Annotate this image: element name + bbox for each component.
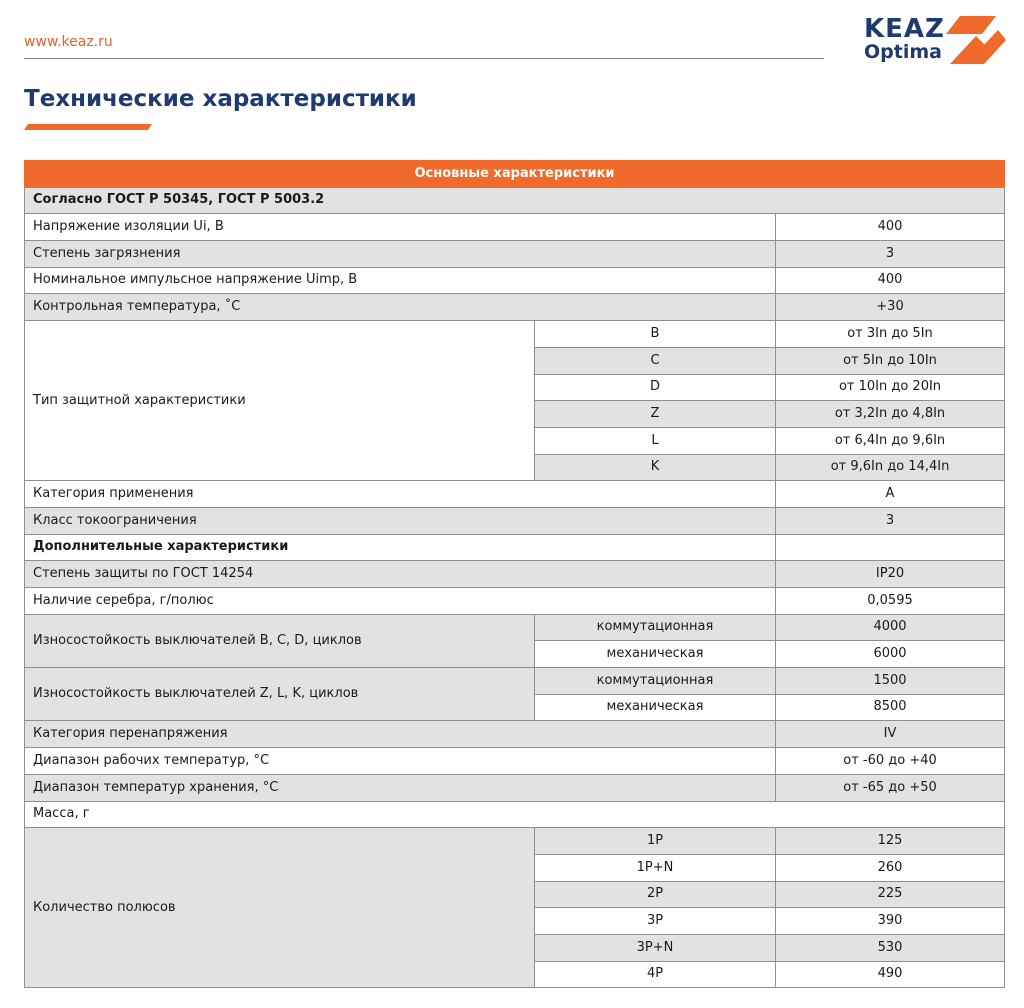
endurance-value: 4000 <box>776 614 1005 641</box>
row-label: Напряжение изоляции Ui, В <box>25 214 776 241</box>
table-row <box>25 294 1005 321</box>
table-row <box>25 267 1005 294</box>
row-label: Степень загрязнения <box>25 241 776 268</box>
row-label: Диапазон рабочих температур, °С <box>25 748 776 775</box>
row-value: A <box>776 481 1005 508</box>
poles-label: Количество полюсов <box>25 828 535 988</box>
endurance-type: механическая <box>535 641 776 668</box>
table-row <box>25 748 1005 775</box>
trip-type-range: от 3,2In до 4,8In <box>776 401 1005 428</box>
trip-type-label: Тип защитной характеристики <box>25 321 535 481</box>
row-label: Категория применения <box>25 481 776 508</box>
pole-mass: 490 <box>776 961 1005 988</box>
endurance-value: 6000 <box>776 641 1005 668</box>
table-row <box>25 828 1005 855</box>
table-row <box>25 668 1005 695</box>
pole-config: 1P <box>535 828 776 855</box>
keaz-optima-logo <box>864 16 1010 66</box>
row-value: IV <box>776 721 1005 748</box>
pole-mass: 390 <box>776 908 1005 935</box>
endurance-value: 8500 <box>776 694 1005 721</box>
trip-type-code: B <box>535 321 776 348</box>
table-row <box>25 588 1005 615</box>
pole-config: 3P <box>535 908 776 935</box>
row-value: 3 <box>776 241 1005 268</box>
endurance-zlk-label: Износостойкость выключателей Z, L, K, циклов <box>25 668 535 721</box>
table-row <box>25 214 1005 241</box>
table-row <box>25 774 1005 801</box>
logo-wordmark <box>864 16 945 62</box>
table-title: Основные характеристики <box>25 161 1005 188</box>
row-value: 400 <box>776 267 1005 294</box>
logo-line2: Optima <box>864 41 942 63</box>
section-row <box>25 534 1005 561</box>
page-title: Технические характеристики <box>24 86 417 112</box>
pole-mass: 530 <box>776 934 1005 961</box>
pole-mass: 260 <box>776 854 1005 881</box>
row-value: 3 <box>776 507 1005 534</box>
table-row <box>25 721 1005 748</box>
section-gost: Согласно ГОСТ Р 50345, ГОСТ Р 5003.2 <box>25 187 1005 214</box>
endurance-bcd-label: Износостойкость выключателей B, C, D, циклов <box>25 614 535 667</box>
trip-type-code: D <box>535 374 776 401</box>
row-value: IP20 <box>776 561 1005 588</box>
row-label: Наличие серебра, г/полюс <box>25 588 776 615</box>
header-divider <box>24 58 824 59</box>
endurance-value: 1500 <box>776 668 1005 695</box>
pole-config: 2P <box>535 881 776 908</box>
section-row <box>25 187 1005 214</box>
trip-type-code: Z <box>535 401 776 428</box>
row-label: Номинальное импульсное напряжение Uimp, В <box>25 267 776 294</box>
row-label: Класс токоограничения <box>25 507 776 534</box>
endurance-type: коммутационная <box>535 668 776 695</box>
trip-type-code: C <box>535 347 776 374</box>
table-header-row <box>25 161 1005 188</box>
section-additional: Дополнительные характеристики <box>25 534 776 561</box>
row-label: Степень защиты по ГОСТ 14254 <box>25 561 776 588</box>
pole-mass: 125 <box>776 828 1005 855</box>
table-row <box>25 801 1005 828</box>
row-value: 0,0595 <box>776 588 1005 615</box>
pole-config: 4P <box>535 961 776 988</box>
trip-type-range: от 5In до 10In <box>776 347 1005 374</box>
endurance-type: коммутационная <box>535 614 776 641</box>
row-value: от -65 до +50 <box>776 774 1005 801</box>
empty-cell <box>776 534 1005 561</box>
trip-type-range: от 9,6In до 14,4In <box>776 454 1005 481</box>
pole-mass: 225 <box>776 881 1005 908</box>
table-row <box>25 614 1005 641</box>
row-value: 400 <box>776 214 1005 241</box>
row-value: +30 <box>776 294 1005 321</box>
mass-label: Масса, г <box>25 801 1005 828</box>
trip-type-code: K <box>535 454 776 481</box>
table-row <box>25 321 1005 348</box>
site-url[interactable]: www.keaz.ru <box>24 34 113 50</box>
spec-table <box>24 160 1005 988</box>
row-label: Категория перенапряжения <box>25 721 776 748</box>
table-row <box>25 561 1005 588</box>
trip-type-range: от 10In до 20In <box>776 374 1005 401</box>
title-underline <box>24 124 152 130</box>
table-row <box>25 241 1005 268</box>
row-label: Контрольная температура, ˚С <box>25 294 776 321</box>
trip-type-code: L <box>535 427 776 454</box>
table-row <box>25 481 1005 508</box>
trip-type-range: от 6,4In до 9,6In <box>776 427 1005 454</box>
pole-config: 3P+N <box>535 934 776 961</box>
trip-type-range: от 3In до 5In <box>776 321 1005 348</box>
endurance-type: механическая <box>535 694 776 721</box>
row-label: Диапазон температур хранения, °С <box>25 774 776 801</box>
logo-line1: KEAZ <box>864 14 945 44</box>
row-value: от -60 до +40 <box>776 748 1005 775</box>
pole-config: 1P+N <box>535 854 776 881</box>
logo-arrow-icon <box>946 16 1006 64</box>
table-row <box>25 507 1005 534</box>
